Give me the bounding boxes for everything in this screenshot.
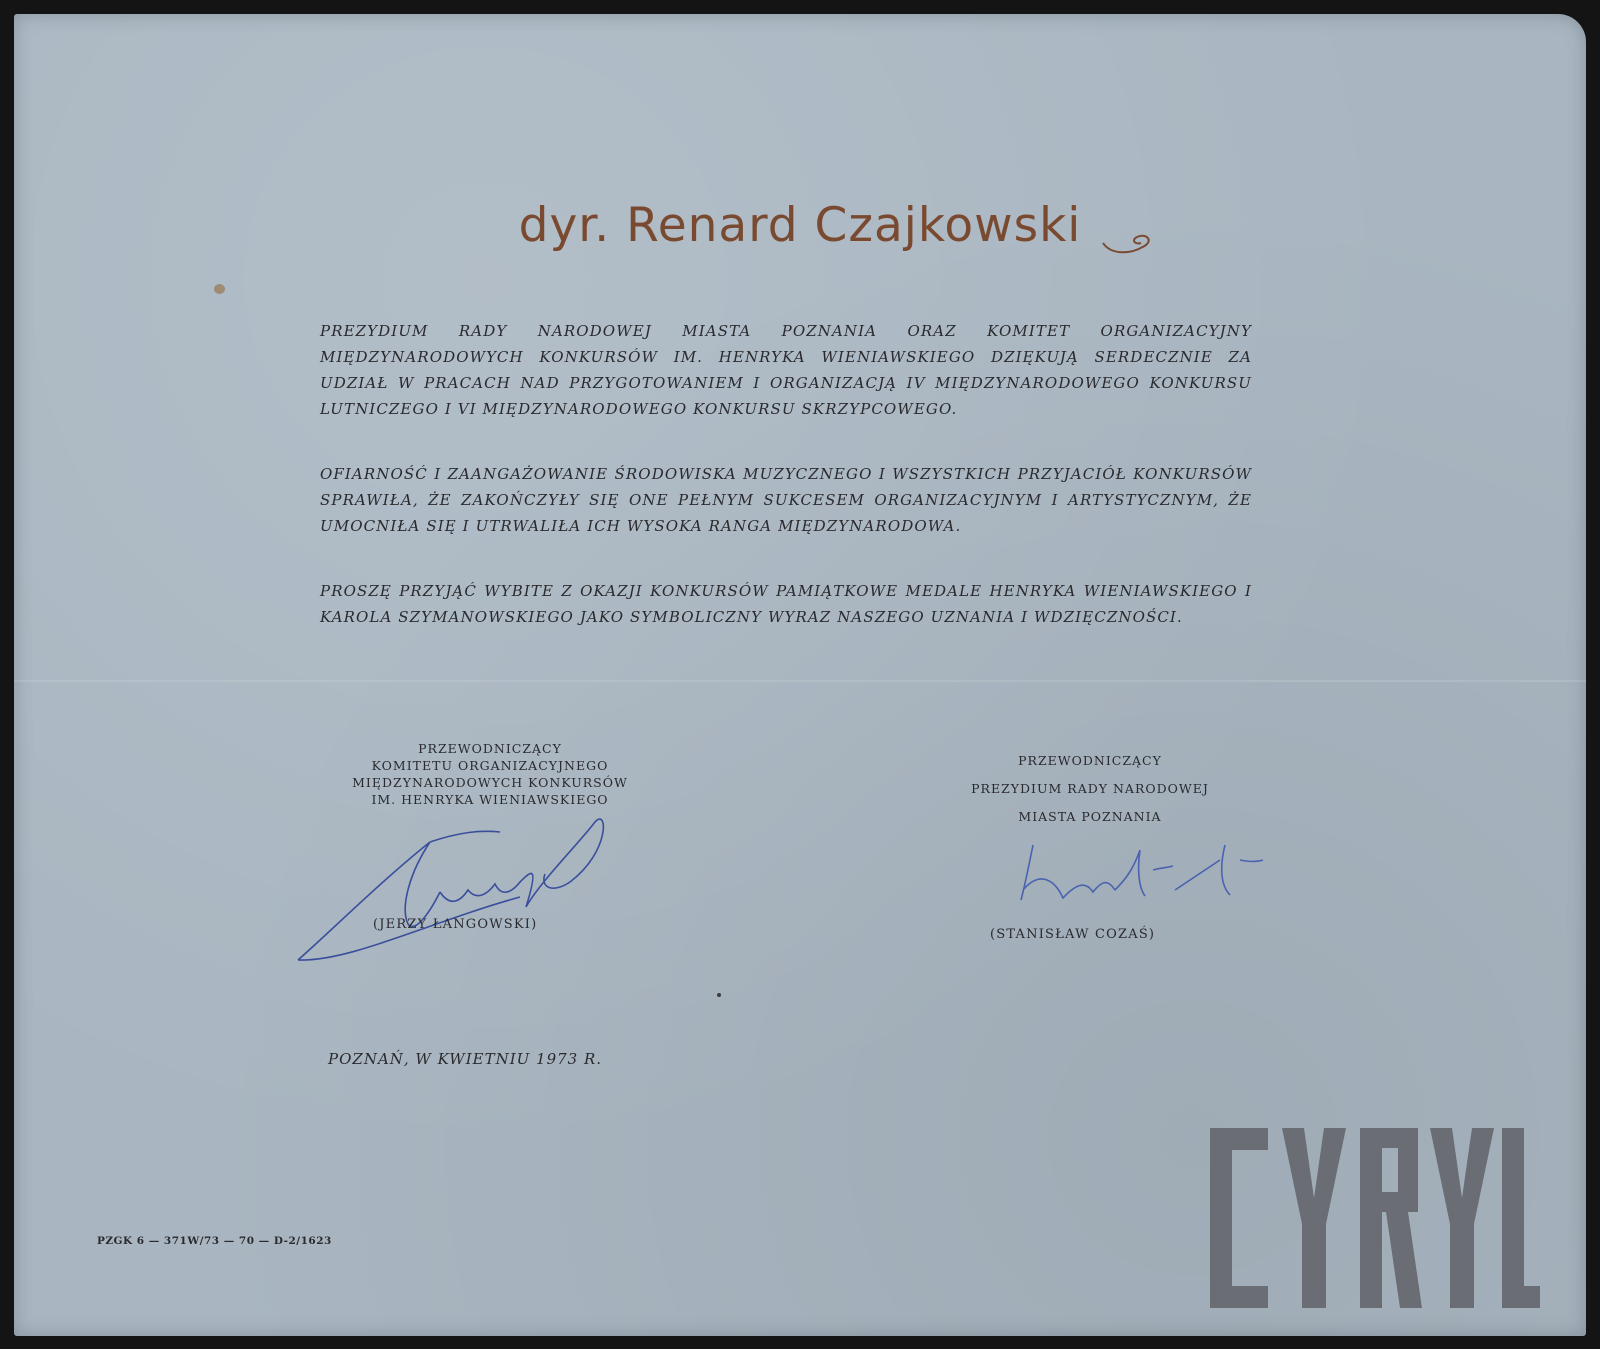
- ink-dot: [717, 993, 721, 997]
- stain-spot: [214, 284, 225, 294]
- right-title-line: PREZYDIUM RADY NARODOWEJ: [971, 781, 1209, 796]
- print-code: PZGK 6 — 371W/73 — 70 — D-2/1623: [97, 1235, 332, 1247]
- right-signatory-title: [920, 747, 1260, 831]
- left-title-line: PRZEWODNICZĄCY: [418, 741, 562, 756]
- right-title-line: PRZEWODNICZĄCY: [1018, 753, 1162, 768]
- left-handwritten-signature: [290, 812, 620, 972]
- left-title-line: IM. HENRYKA WIENIAWSKIEGO: [371, 792, 609, 807]
- left-title-line: MIĘDZYNARODOWYCH KONKURSÓW: [352, 775, 628, 790]
- paragraph-3: PROSZĘ PRZYJĄĆ WYBITE Z OKAZJI KONKURSÓW PAMIĄTKOWE MEDALE HENRYKA WIENIAWSKIEGO I KAROLA SZYMANOWSKIEGO JAKO SYMBOLICZNY WYRAZ NASZEGO UZNANIA I WDZIĘCZNOŚCI.: [320, 582, 1252, 626]
- left-title-line: KOMITETU ORGANIZACYJNEGO: [371, 758, 609, 773]
- name-flourish: [1101, 225, 1153, 260]
- place-and-date: POZNAŃ, W KWIETNIU 1973 R.: [328, 1050, 603, 1068]
- paragraph-1: PREZYDIUM RADY NARODOWEJ MIASTA POZNANIA ORAZ KOMITET ORGANIZACYJNY MIĘDZYNARODOWYCH KONKURSÓW IM. HENRYKA WIENIAWSKIEGO DZIĘKUJĄ SERDECZNIE ZA UDZIAŁ W PRACACH NAD PRZYGOTOWANIEM I ORGANIZACJĄ IV MIĘDZYNARODOWEGO KONKURSU LUTNICZEGO I VI MIĘDZYNARODOWEGO KONKURSU SKRZYPCOWEGO.: [320, 322, 1252, 418]
- right-title-line: MIASTA POZNANIA: [1018, 809, 1162, 824]
- right-handwritten-signature: [1015, 840, 1265, 910]
- right-signatory-name: (STANISŁAW COZAŚ): [990, 927, 1156, 942]
- recipient-name: dyr. Renard Czajkowski: [518, 198, 1082, 253]
- cyryl-watermark-logo: [1210, 1128, 1540, 1318]
- left-signatory-name: (JERZY ŁANGOWSKI): [373, 917, 538, 932]
- fold-line: [14, 680, 1586, 682]
- left-signatory-title: [300, 740, 680, 808]
- paragraph-2: OFIARNOŚĆ I ZAANGAŻOWANIE ŚRODOWISKA MUZYCZNEGO I WSZYSTKICH PRZYJACIÓŁ KONKURSÓW SPRAWIŁA, ŻE ZAKOŃCZYŁY SIĘ ONE PEŁNYM SUKCESEM ORGANIZACYJNYM I ARTYSTYCZNYM, ŻE UMOCNIŁA SIĘ I UTRWALIŁA ICH WYSOKA RANGA MIĘDZYNARODOWA.: [320, 465, 1252, 535]
